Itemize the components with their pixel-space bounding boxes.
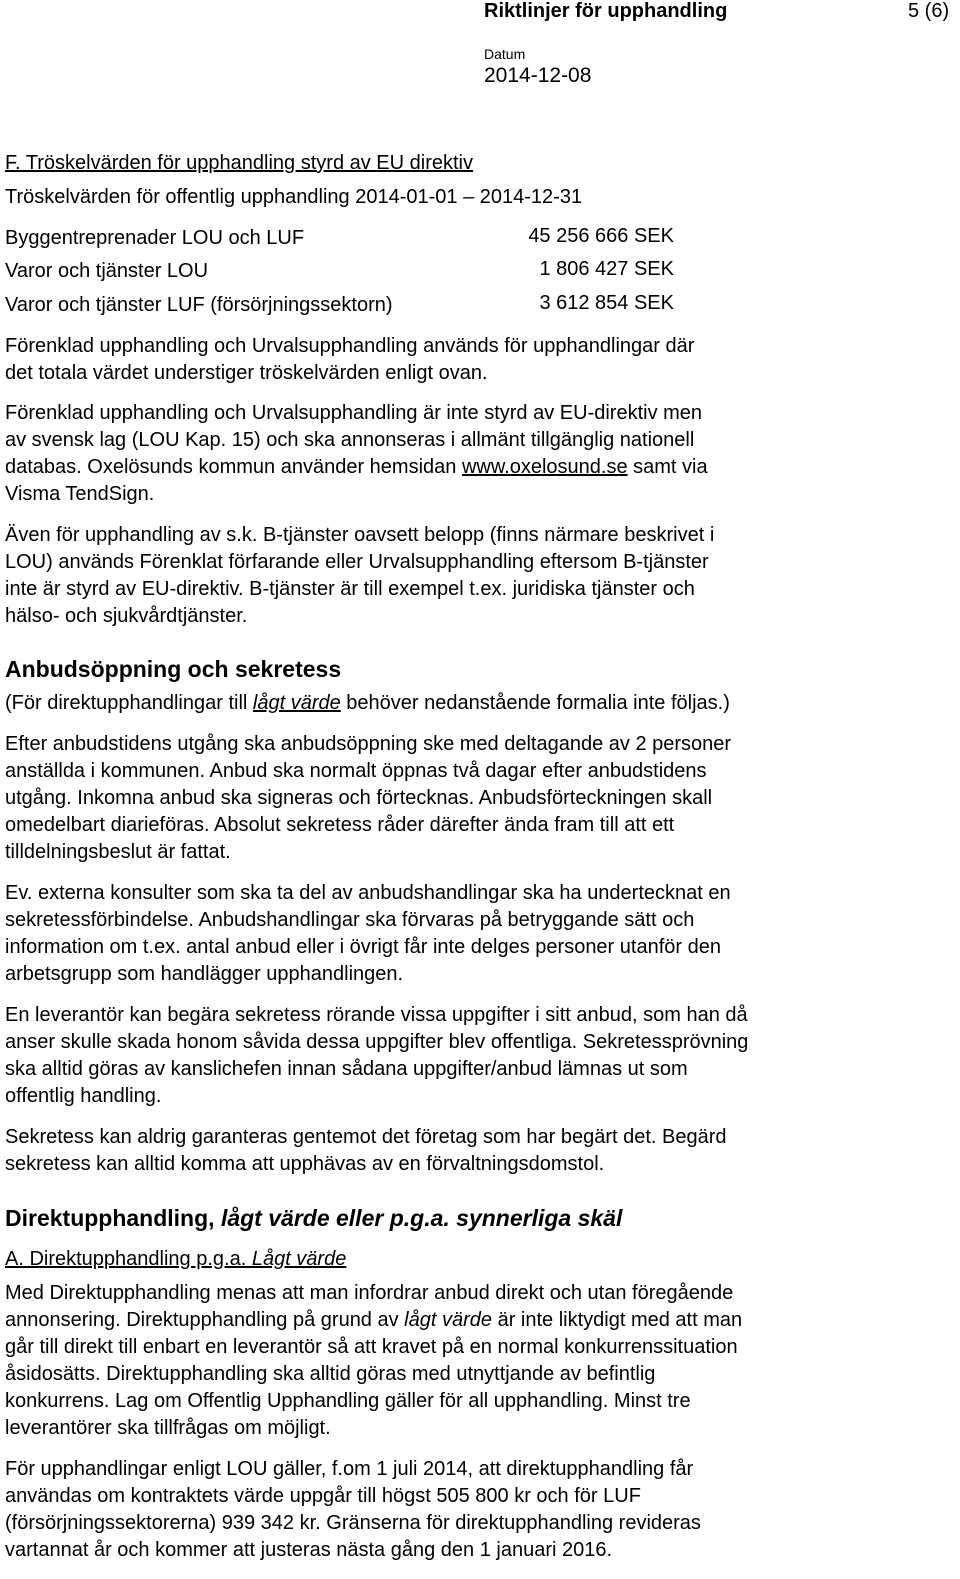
threshold-row-label: Varor och tjänster LOU [5, 260, 209, 282]
paragraph-line: av svensk lag (LOU Kap. 15) och ska annonseras i allmänt tillgänglig nationell [5, 429, 695, 451]
threshold-row-amount: 3 612 854 SEK [539, 292, 674, 314]
paragraph-line: leverantörer ska tillfrågas om möjligt. [5, 1417, 331, 1439]
paragraph-line: Sekretess kan aldrig garanteras gentemot det företag som har begärt det. Begärd [5, 1126, 727, 1148]
paragraph-line: inte är styrd av EU-direktiv. B-tjänster är till exempel t.ex. juridiska tjänster och [5, 578, 695, 600]
paragraph-line: annonsering. Direktupphandling på grund av lågt värde är inte liktydigt med att man [5, 1309, 743, 1331]
paragraph-line: Förenklad upphandling och Urvalsupphandling används för upphandlingar där [5, 335, 695, 357]
paragraph-line: För upphandlingar enligt LOU gäller, f.om 1 juli 2014, att direktupphandling får [5, 1458, 694, 1480]
paragraph-line: offentlig handling. [5, 1085, 162, 1107]
paragraph-line: (försörjningssektorerna) 939 342 kr. Gränserna för direktupphandling revideras [5, 1512, 701, 1534]
section-heading: Direktupphandling, lågt värde eller p.g.a. synnerliga skäl [5, 1205, 623, 1231]
paragraph-line: arbetsgrupp som handlägger upphandlingen. [5, 963, 404, 985]
threshold-row-amount: 45 256 666 SEK [528, 225, 674, 247]
paragraph-line: hälso- och sjukvårdtjänster. [5, 605, 248, 627]
paragraph-line: användas om kontraktets värde uppgår till högst 505 800 kr och för LUF [5, 1485, 641, 1507]
paragraph-line: Visma TendSign. [5, 483, 155, 505]
paragraph-line: LOU) används Förenklat förfarande eller Urvalsupphandling eftersom B-tjänster [5, 551, 709, 573]
paragraph-line: omedelbart diarieföras. Absolut sekretess råder därefter ända fram till att ett [5, 814, 675, 836]
subsection-heading: A. Direktupphandling p.g.a. Lågt värde [5, 1248, 347, 1270]
threshold-row-label: Byggentreprenader LOU och LUF [5, 227, 305, 249]
paragraph-line: sekretessförbindelse. Anbudshandlingar ska förvaras på betryggande sätt och [5, 909, 695, 931]
paragraph-line: Ev. externa konsulter som ska ta del av anbudshandlingar ska ha undertecknat en [5, 882, 731, 904]
paragraph-line: går till direkt till enbart en leverantör så att kravet på en normal konkurrenssituation [5, 1336, 738, 1358]
paragraph-line: anställda i kommunen. Anbud ska normalt öppnas två dagar efter anbudstidens [5, 760, 707, 782]
paragraph-line: utgång. Inkomna anbud ska signeras och förtecknas. Anbudsförteckningen skall [5, 787, 713, 809]
date-value: 2014-12-08 [484, 64, 592, 87]
date-label: Datum [484, 46, 526, 62]
document-title: Riktlinjer för upphandling [484, 0, 728, 22]
paragraph-line: det totala värdet understiger tröskelvärden enligt ovan. [5, 362, 488, 384]
page-number: 5 (6) [908, 0, 950, 22]
threshold-row-amount: 1 806 427 SEK [539, 258, 674, 280]
paragraph-line: konkurrens. Lag om Offentlig Upphandling gäller för all upphandling. Minst tre [5, 1390, 691, 1412]
paragraph-line: anser skulle skada honom såvida dessa uppgifter blev offentliga. Sekretessprövning [5, 1031, 749, 1053]
paragraph-line: Efter anbudstidens utgång ska anbudsöppning ske med deltagande av 2 personer [5, 733, 732, 755]
formalia-note: (För direktupphandlingar till lågt värde behöver nedanstående formalia inte följas.) [5, 692, 730, 714]
threshold-row-label: Varor och tjänster LUF (försörjningssektorn) [5, 294, 393, 316]
paragraph-line: ska alltid göras av kanslichefen innan sådana uppgifter/anbud lämnas ut som [5, 1058, 688, 1080]
paragraph-line: information om t.ex. antal anbud eller i övrigt får inte delges personer utanför den [5, 936, 721, 958]
paragraph-line: åsidosätts. Direktupphandling ska alltid göras med utnyttjande av befintlig [5, 1363, 656, 1385]
section-heading: Anbudsöppning och sekretess [5, 656, 342, 682]
threshold-period: Tröskelvärden för offentlig upphandling 2014-01-01 – 2014-12-31 [5, 186, 583, 208]
website-link[interactable]: www.oxelosund.se [461, 456, 628, 478]
paragraph-line: En leverantör kan begära sekretess rörande vissa uppgifter i sitt anbud, som han då [5, 1004, 748, 1026]
paragraph-line: tilldelningsbeslut är fattat. [5, 841, 231, 863]
paragraph-line: Även för upphandling av s.k. B-tjänster oavsett belopp (finns närmare beskrivet i [5, 524, 715, 546]
paragraph-line: sekretess kan alltid komma att upphävas av en förvaltningsdomstol. [5, 1153, 605, 1175]
paragraph-line: vartannat år och kommer att justeras nästa gång den 1 januari 2016. [5, 1539, 613, 1561]
paragraph-line: Förenklad upphandling och Urvalsupphandling är inte styrd av EU-direktiv men [5, 402, 703, 424]
paragraph-line: databas. Oxelösunds kommun använder hemsidan www.oxelosund.se samt via [5, 456, 708, 478]
section-f-heading: F. Tröskelvärden för upphandling styrd av EU direktiv [5, 152, 473, 174]
paragraph-line: Med Direktupphandling menas att man infordrar anbud direkt och utan föregående [5, 1282, 734, 1304]
